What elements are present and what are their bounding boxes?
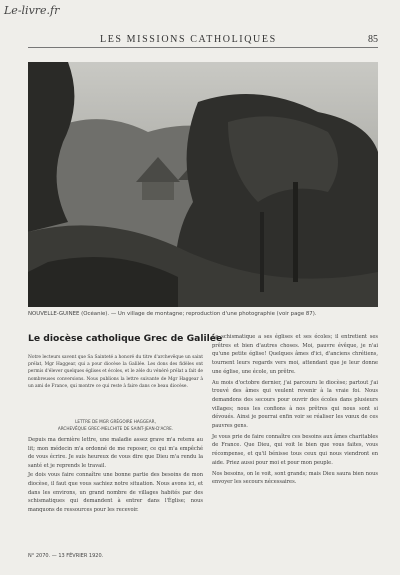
right-paragraph: Je vous prie de faire connaître ces besoins aux âmes charitables de France. Que Dieu, qui voit le bien que vous faites, vous récompense, et qu'il bénisse tous ceux qui nous viendront en aide. Priez aussi pour moi et pour mon peuple.: [212, 433, 378, 466]
header-rule: [28, 47, 378, 48]
lead-paragraph: Notre lecteurs savent que Sa Sainteté a honoré du titre d'archevêque un saint prélat, Mgr Haggear, qui a pour diocèse la Galilée. Les dons des fidèles ont permis d'élever quelques églises et écoles, et le zèle du vénéré prélat a fait de nombreuses conversions. Nous publions la lettre suivante de Mgr Haggear à un ami de France, qui montre ce qui reste à faire dans ce beau diocèse.: [28, 355, 203, 389]
left-paragraph: Je dois vous faire connaître une bonne partie des besoins de mon diocèse, il faut que vous sachiez notre situation. Nous avons ici, et dans les environs, un grand nombre de villages habités par des schismatiques qui demandent à entrer dans l'Église; nous manquons de ressources pour les recevoir.: [28, 472, 203, 513]
left-column-body: [28, 436, 203, 514]
left-paragraph: Depuis ma dernière lettre, une maladie assez grave m'a retenu au lit; mon médecin m'a ordonné de me reposer, ce qui m'a empêché de vous écrire. Je suis heureux de vous dire que Dieu m'a rendu la santé et je reprends le travail.: [28, 437, 203, 469]
page-number: 85: [368, 34, 378, 45]
subhead-line-1: LETTRE DE MGR GRÉGOIRE HAGGEAR,: [75, 419, 156, 424]
photo-caption: NOUVELLE-GUINÉE (Océanie). — Un village de montagne; reproduction d'une photographie (voir page 87).: [28, 311, 317, 317]
watermark: Le-livre.fr: [4, 4, 60, 17]
landscape-photo: [28, 62, 378, 307]
running-header: LES MISSIONS CATHOLIQUES: [100, 34, 277, 45]
photo-drawing: [28, 62, 378, 307]
article-lead: [28, 354, 203, 390]
issue-footer: N° 2070. — 13 FÉVRIER 1920.: [28, 553, 104, 559]
right-paragraph: Nos besoins, on le voit, sont grands; mais Dieu saura bien nous envoyer les secours nécessaires.: [212, 470, 378, 486]
subhead-line-2: ARCHEVÊQUE GREC-MELCHITE DE SAINT-JEAN-D'ACRE.: [57, 426, 174, 431]
right-paragraph: Au mois d'octobre dernier, j'ai parcouru le diocèse; partout j'ai trouvé des âmes qui veulent revenir à la vraie foi. Nous demandons des secours pour ouvrir des écoles dans plusieurs villages; nous les confions à nos prêtres qui nous sont si dévoués. Ainsi je pourrai enfin voir se réaliser les vœux de ces pauvres gens.: [212, 379, 378, 430]
right-paragraph: Le schismatique a ses églises et ses écoles; il entretient ses prêtres et bien d'autres choses. Moi, pauvre évêque, je n'ai qu'une petite église! Quelques âmes d'ici, d'anciens chrétiens, tournent leurs regards vers moi, attendant que je leur donne une église, une école, un prêtre.: [212, 334, 378, 375]
article-title: Le diocèse catholique Grec de Galilée: [28, 333, 223, 344]
right-column-body: [212, 333, 378, 487]
letter-subhead: [28, 418, 203, 432]
